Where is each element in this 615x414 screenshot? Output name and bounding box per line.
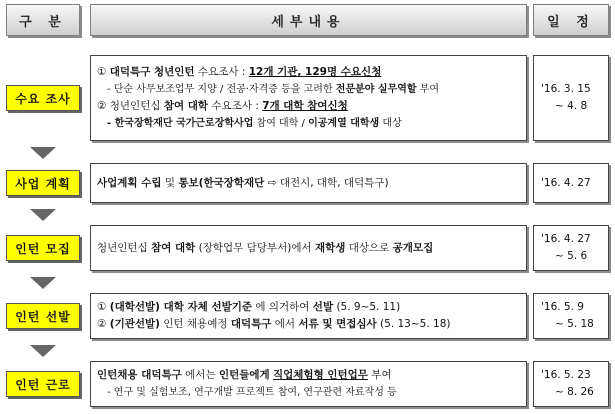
date-start: '16. 4. 27 bbox=[541, 176, 591, 189]
text: 에서 bbox=[274, 318, 296, 330]
down-arrow-icon bbox=[30, 147, 56, 159]
date-end: ~ 4. 8 bbox=[555, 100, 588, 112]
text: - 단순 사무보조업무 지양 / 전공·자격증 등을 고려한 bbox=[107, 84, 333, 95]
content-line bbox=[97, 64, 520, 81]
text: 대상으로 bbox=[348, 241, 390, 254]
header-schedule: 일 정 bbox=[533, 4, 609, 36]
row-schedule bbox=[533, 361, 609, 407]
row-schedule bbox=[533, 293, 609, 339]
row-label: 인턴 모집 bbox=[6, 235, 80, 261]
content-line bbox=[97, 175, 520, 192]
down-arrow-icon bbox=[30, 277, 56, 289]
text: 인턴채용 대덕특구 bbox=[97, 369, 182, 381]
content-line bbox=[97, 299, 520, 316]
text: 인턴들에게 bbox=[218, 369, 270, 381]
text: 부여 bbox=[371, 369, 392, 381]
text: 에서는 bbox=[185, 369, 216, 381]
row-intern-work bbox=[6, 361, 609, 407]
row-intern-selection bbox=[6, 293, 609, 339]
row-business-plan bbox=[6, 163, 609, 203]
item-number: ② bbox=[97, 100, 107, 112]
text: 선발 bbox=[312, 301, 334, 313]
content-line bbox=[97, 98, 520, 115]
text: - 한국장학재단 국가근로장학사업 bbox=[107, 118, 254, 129]
text: (기관선발) bbox=[109, 318, 160, 330]
row-schedule bbox=[533, 163, 609, 203]
text: 통보(한국장학재단 bbox=[178, 176, 265, 189]
date-end: ~ 5. 18 bbox=[555, 318, 594, 330]
date-start: '16. 5. 9 bbox=[541, 301, 584, 313]
text: 참여 대학 bbox=[151, 241, 196, 254]
row-label: 수요 조사 bbox=[6, 85, 80, 111]
date-start: '16. 4. 27 bbox=[541, 233, 591, 245]
text: 청년인턴십 bbox=[109, 100, 161, 112]
row-label: 인턴 근로 bbox=[6, 371, 80, 397]
text: (5. 9~5. 11) bbox=[336, 301, 401, 313]
row-content bbox=[90, 55, 527, 141]
content-line bbox=[97, 384, 520, 401]
text: (장학업무 담당부서)에서 bbox=[198, 241, 312, 254]
text: 직업체험형 인턴업무 bbox=[273, 369, 368, 381]
text: 청년인턴십 bbox=[97, 241, 148, 254]
row-content bbox=[90, 163, 527, 203]
text: 대전시, 대학, 대덕특구) bbox=[279, 176, 389, 189]
text: 수요조사 : bbox=[211, 100, 259, 112]
row-content bbox=[90, 225, 527, 271]
date-end: ~ 5. 6 bbox=[555, 250, 588, 262]
header-detail: 세부내용 bbox=[90, 4, 527, 36]
date-end: ~ 8. 26 bbox=[555, 386, 594, 398]
text: 대덕특구 bbox=[230, 318, 272, 330]
row-content bbox=[90, 293, 527, 339]
text: 7개 대학 참여신청 bbox=[262, 100, 348, 112]
item-number: ② bbox=[97, 318, 107, 330]
date-start: '16. 5. 23 bbox=[541, 369, 591, 381]
text: 이공계열 대학생 bbox=[308, 118, 380, 129]
text: (5. 13~5. 18) bbox=[380, 318, 451, 330]
text: 대상 bbox=[382, 118, 402, 129]
row-content bbox=[90, 361, 527, 407]
text: 사업계획 수립 bbox=[97, 176, 162, 189]
item-number: ① bbox=[97, 66, 107, 78]
header-category: 구 분 bbox=[6, 4, 80, 36]
text: - 연구 및 실험보조, 연구개발 프로젝트 참여, 연구관련 자료작성 등 bbox=[107, 387, 397, 398]
date-start: '16. 3. 15 bbox=[541, 83, 591, 95]
text: 인턴 채용예정 bbox=[163, 318, 228, 330]
row-label: 인턴 선발 bbox=[6, 303, 80, 329]
text: 에 의거하여 bbox=[255, 301, 310, 313]
text: 수요조사 : bbox=[197, 66, 246, 78]
item-number: ① bbox=[97, 301, 107, 313]
text: 재학생 bbox=[314, 241, 346, 254]
content-line bbox=[97, 81, 520, 98]
row-label: 사업 계획 bbox=[6, 170, 80, 196]
text: 전문분야 실무역할 bbox=[335, 84, 417, 95]
text: 공개모집 bbox=[392, 241, 434, 254]
arrow-right-icon: ⇨ bbox=[267, 176, 277, 189]
content-line bbox=[97, 115, 520, 132]
text: 12개 기관, 129명 수요신청 bbox=[248, 66, 382, 78]
content-line bbox=[97, 316, 520, 333]
down-arrow-icon bbox=[30, 345, 56, 357]
down-arrow-icon bbox=[30, 209, 56, 221]
row-schedule bbox=[533, 225, 609, 271]
text: 서류 및 면접심사 bbox=[298, 318, 377, 330]
text: 부여 bbox=[419, 84, 440, 95]
row-demand-survey bbox=[6, 55, 609, 141]
text: (대학선발) 대학 자체 선발기준 bbox=[109, 301, 253, 313]
content-line bbox=[97, 367, 520, 384]
text: 참여 대학 bbox=[163, 100, 209, 112]
text: 대덕특구 청년인턴 bbox=[109, 66, 195, 78]
row-schedule bbox=[533, 55, 609, 141]
content-line bbox=[97, 240, 520, 257]
text: 및 bbox=[164, 176, 176, 189]
row-intern-recruit bbox=[6, 225, 609, 271]
text: 참여 대학 / bbox=[256, 118, 305, 129]
